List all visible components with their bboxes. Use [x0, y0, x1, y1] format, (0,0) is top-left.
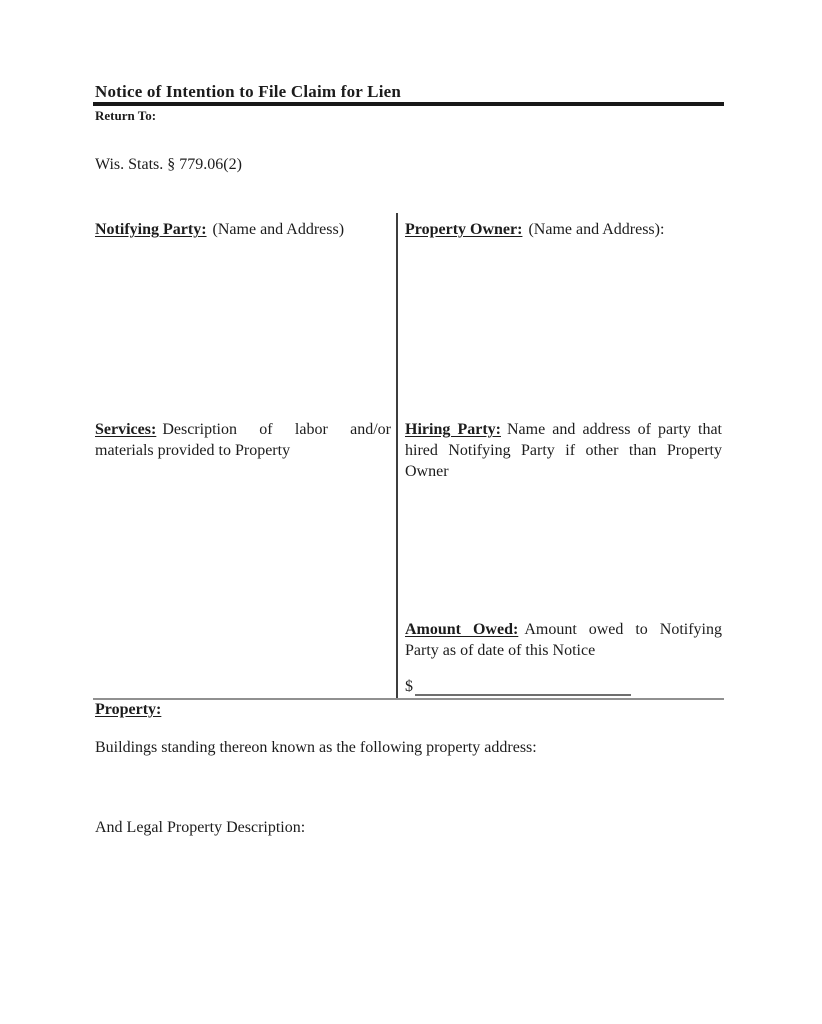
- legal-description-fill-area[interactable]: [95, 848, 724, 998]
- property-owner-label: Property Owner:: [405, 221, 523, 238]
- services-hint: Description of labor and/or materials provided to Property: [95, 421, 391, 459]
- notifying-party-label: Notifying Party:: [95, 221, 207, 238]
- hiring-party-header: [405, 419, 722, 482]
- property-section-label: Property:: [95, 701, 162, 718]
- notifying-party-fill-area[interactable]: [95, 257, 391, 415]
- notifying-party-hint: (Name and Address): [212, 221, 345, 238]
- amount-fill-line[interactable]: [415, 689, 631, 696]
- document-title: Notice of Intention to File Claim for Lien: [95, 82, 402, 101]
- amount-owed-hint: Amount owed to Notifying Party as of date of this Notice: [405, 621, 722, 659]
- property-owner-header: [405, 219, 722, 240]
- services-fill-area[interactable]: [95, 483, 391, 693]
- amount-owed-header: [405, 619, 722, 661]
- hiring-party-hint: Name and address of party that hired Notifying Party if other than Property Owner: [405, 421, 723, 480]
- title-rule: [93, 102, 724, 106]
- parties-table: [93, 213, 724, 700]
- dollar-sign: $: [405, 678, 413, 695]
- return-to-label: Return To:: [95, 108, 157, 123]
- property-address-prompt: Buildings standing thereon known as the following property address:: [95, 739, 537, 756]
- legal-description-prompt: And Legal Property Description:: [95, 819, 306, 836]
- statute-citation: Wis. Stats. § 779.06(2): [95, 156, 242, 173]
- hiring-party-label: Hiring Party:: [405, 421, 501, 438]
- property-address-fill-area[interactable]: [95, 766, 724, 814]
- notifying-party-header: [95, 219, 391, 240]
- property-owner-hint: (Name and Address):: [528, 221, 665, 238]
- services-header: [95, 419, 391, 461]
- services-label: Services:: [95, 421, 157, 438]
- hiring-party-fill-area[interactable]: [405, 505, 722, 615]
- amount-owed-label: Amount Owed:: [405, 621, 519, 638]
- amount-owed-entry: [405, 678, 722, 696]
- property-owner-fill-area[interactable]: [405, 257, 722, 415]
- column-divider: [396, 213, 398, 698]
